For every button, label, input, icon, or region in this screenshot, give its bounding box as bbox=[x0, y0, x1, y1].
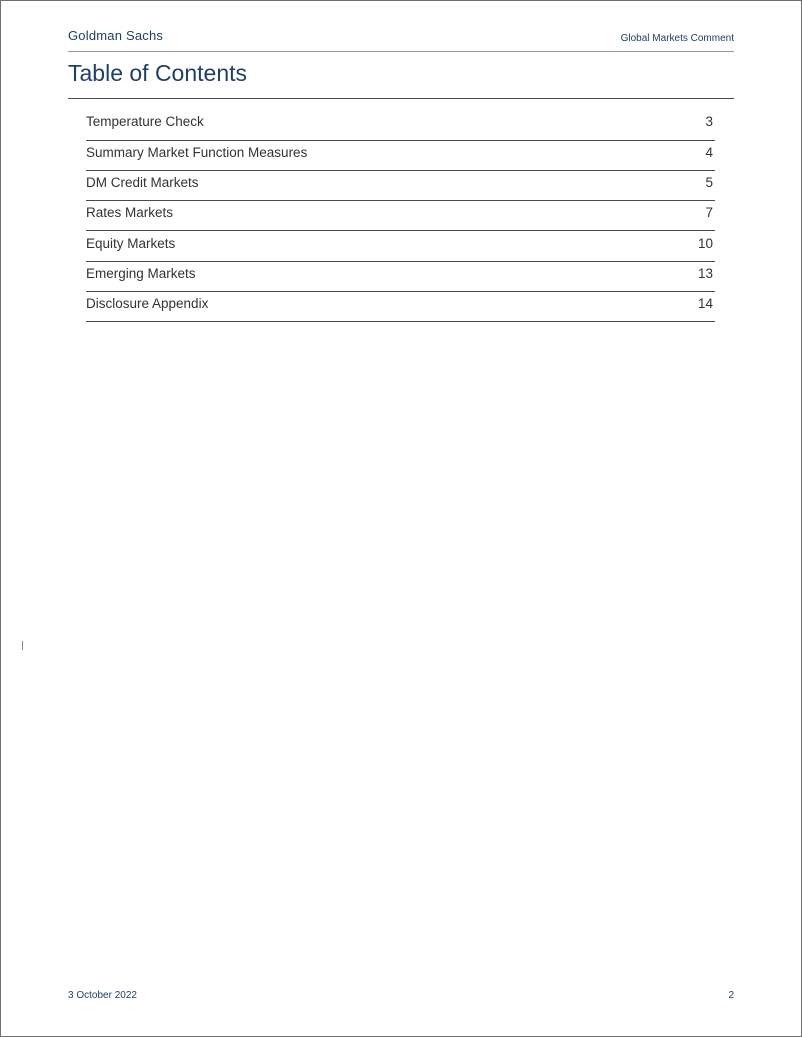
toc-entry-page: 5 bbox=[705, 174, 713, 190]
footer-page-number: 2 bbox=[728, 990, 734, 1001]
toc-entry-page: 7 bbox=[705, 205, 713, 221]
page-title: Table of Contents bbox=[68, 60, 248, 86]
margin-mark bbox=[22, 641, 23, 650]
footer-date: 3 October 2022 bbox=[68, 990, 137, 1001]
toc-entry-page: 14 bbox=[697, 296, 713, 312]
toc-entry[interactable] bbox=[86, 292, 715, 322]
toc-entry-page: 4 bbox=[705, 144, 713, 160]
toc-entry-label: Temperature Check bbox=[86, 113, 204, 129]
toc-entry[interactable] bbox=[86, 201, 715, 231]
toc-entry-label: Emerging Markets bbox=[86, 265, 196, 281]
toc-entry-label: Equity Markets bbox=[86, 235, 176, 251]
toc-entry-label: DM Credit Markets bbox=[86, 174, 199, 190]
document-type: Global Markets Comment bbox=[620, 33, 734, 44]
toc-entry-label: Summary Market Function Measures bbox=[86, 144, 308, 160]
toc-entry[interactable] bbox=[86, 262, 715, 292]
brand-logo-text: Goldman Sachs bbox=[68, 28, 164, 43]
toc-entry[interactable] bbox=[86, 109, 715, 141]
toc-entry-page: 3 bbox=[705, 113, 713, 129]
header-divider bbox=[68, 51, 734, 52]
toc-entry-label: Disclosure Appendix bbox=[86, 296, 209, 312]
toc-entry[interactable] bbox=[86, 231, 715, 261]
toc-entry-label: Rates Markets bbox=[86, 205, 174, 221]
toc-list bbox=[86, 109, 715, 322]
title-divider bbox=[68, 98, 734, 99]
toc-entry[interactable] bbox=[86, 141, 715, 171]
toc-entry[interactable] bbox=[86, 171, 715, 201]
toc-entry-page: 13 bbox=[697, 265, 713, 281]
toc-entry-page: 10 bbox=[697, 235, 713, 251]
